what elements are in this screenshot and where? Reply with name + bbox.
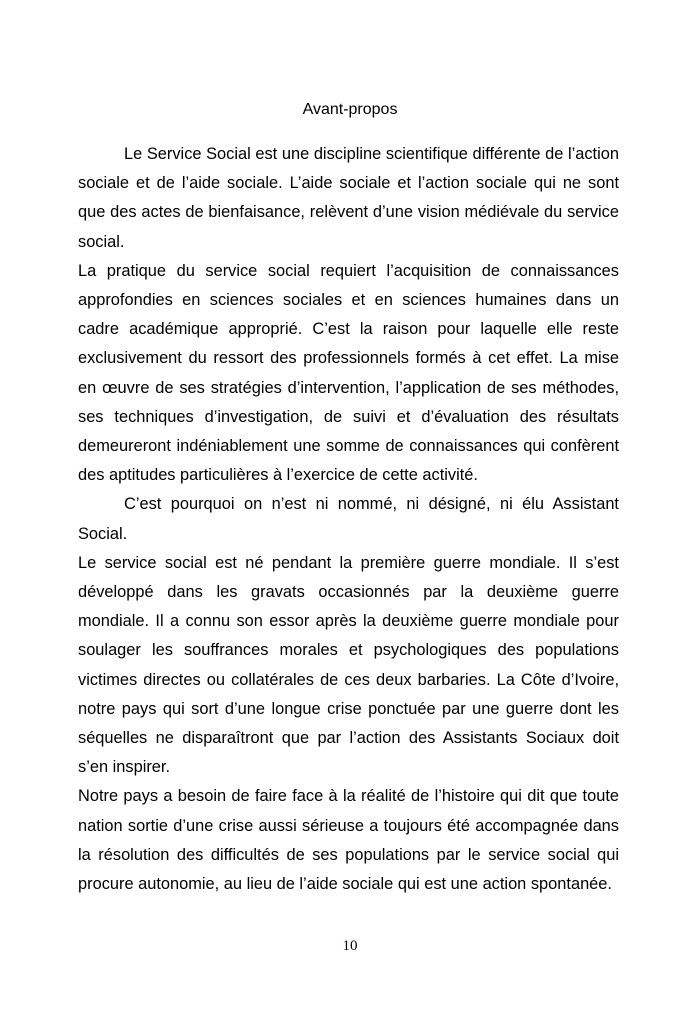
paragraph: Notre pays a besoin de faire face à la réalité de l’histoire qui dit que toute nation sortie d’une crise aussi sérieuse a toujours été accompagnée dans la résolution des difficultés de ses populations par le service social qui procure autonomie, au lieu de l’aide sociale qui est une action spontanée. [78, 787, 619, 894]
paragraph: La pratique du service social requiert l’acquisition de connaissances approfondies en sciences sociales et en sciences humaines dans un cadre académique approprié. C’est la raison pour laquelle elle reste exclusivement du ressort des professionnels formés à cet effet. La mise en œuvre de ses stratégies d’intervention, l’application de ses méthodes, ses techniques d’investigation, de suivi et d’évaluation des résultats demeureront indéniablement une somme de connaissances qui confèrent des aptitudes particulières à l’exercice de cette activité. [78, 261, 619, 485]
body-text [78, 140, 619, 899]
paragraph: C’est pourquoi on n’est ni nommé, ni désigné, ni élu Assistant Social. [78, 495, 619, 543]
page-number: 10 [342, 938, 358, 954]
page-title: Avant-propos [302, 101, 398, 118]
paragraph: Le Service Social est une discipline scientifique différente de l’action sociale et de l’aide sociale. L’aide sociale et l’action sociale qui ne sont que des actes de bienfaisance, relèvent d’une vision médiévale du service social. [78, 145, 619, 251]
paragraph: Le service social est né pendant la première guerre mondiale. Il s’est développé dans les gravats occasionnés par la deuxième guerre mondiale. Il a connu son essor après la deuxième guerre mondiale pour soulager les souffrances morales et psychologiques des populations victimes directes ou collatérales de ces deux barbaries. La Côte d’Ivoire, notre pays qui sort d’une longue crise ponctuée par une guerre dont les séquelles ne disparaîtront que par l’action des Assistants Sociaux doit s’en inspirer. [78, 553, 619, 777]
